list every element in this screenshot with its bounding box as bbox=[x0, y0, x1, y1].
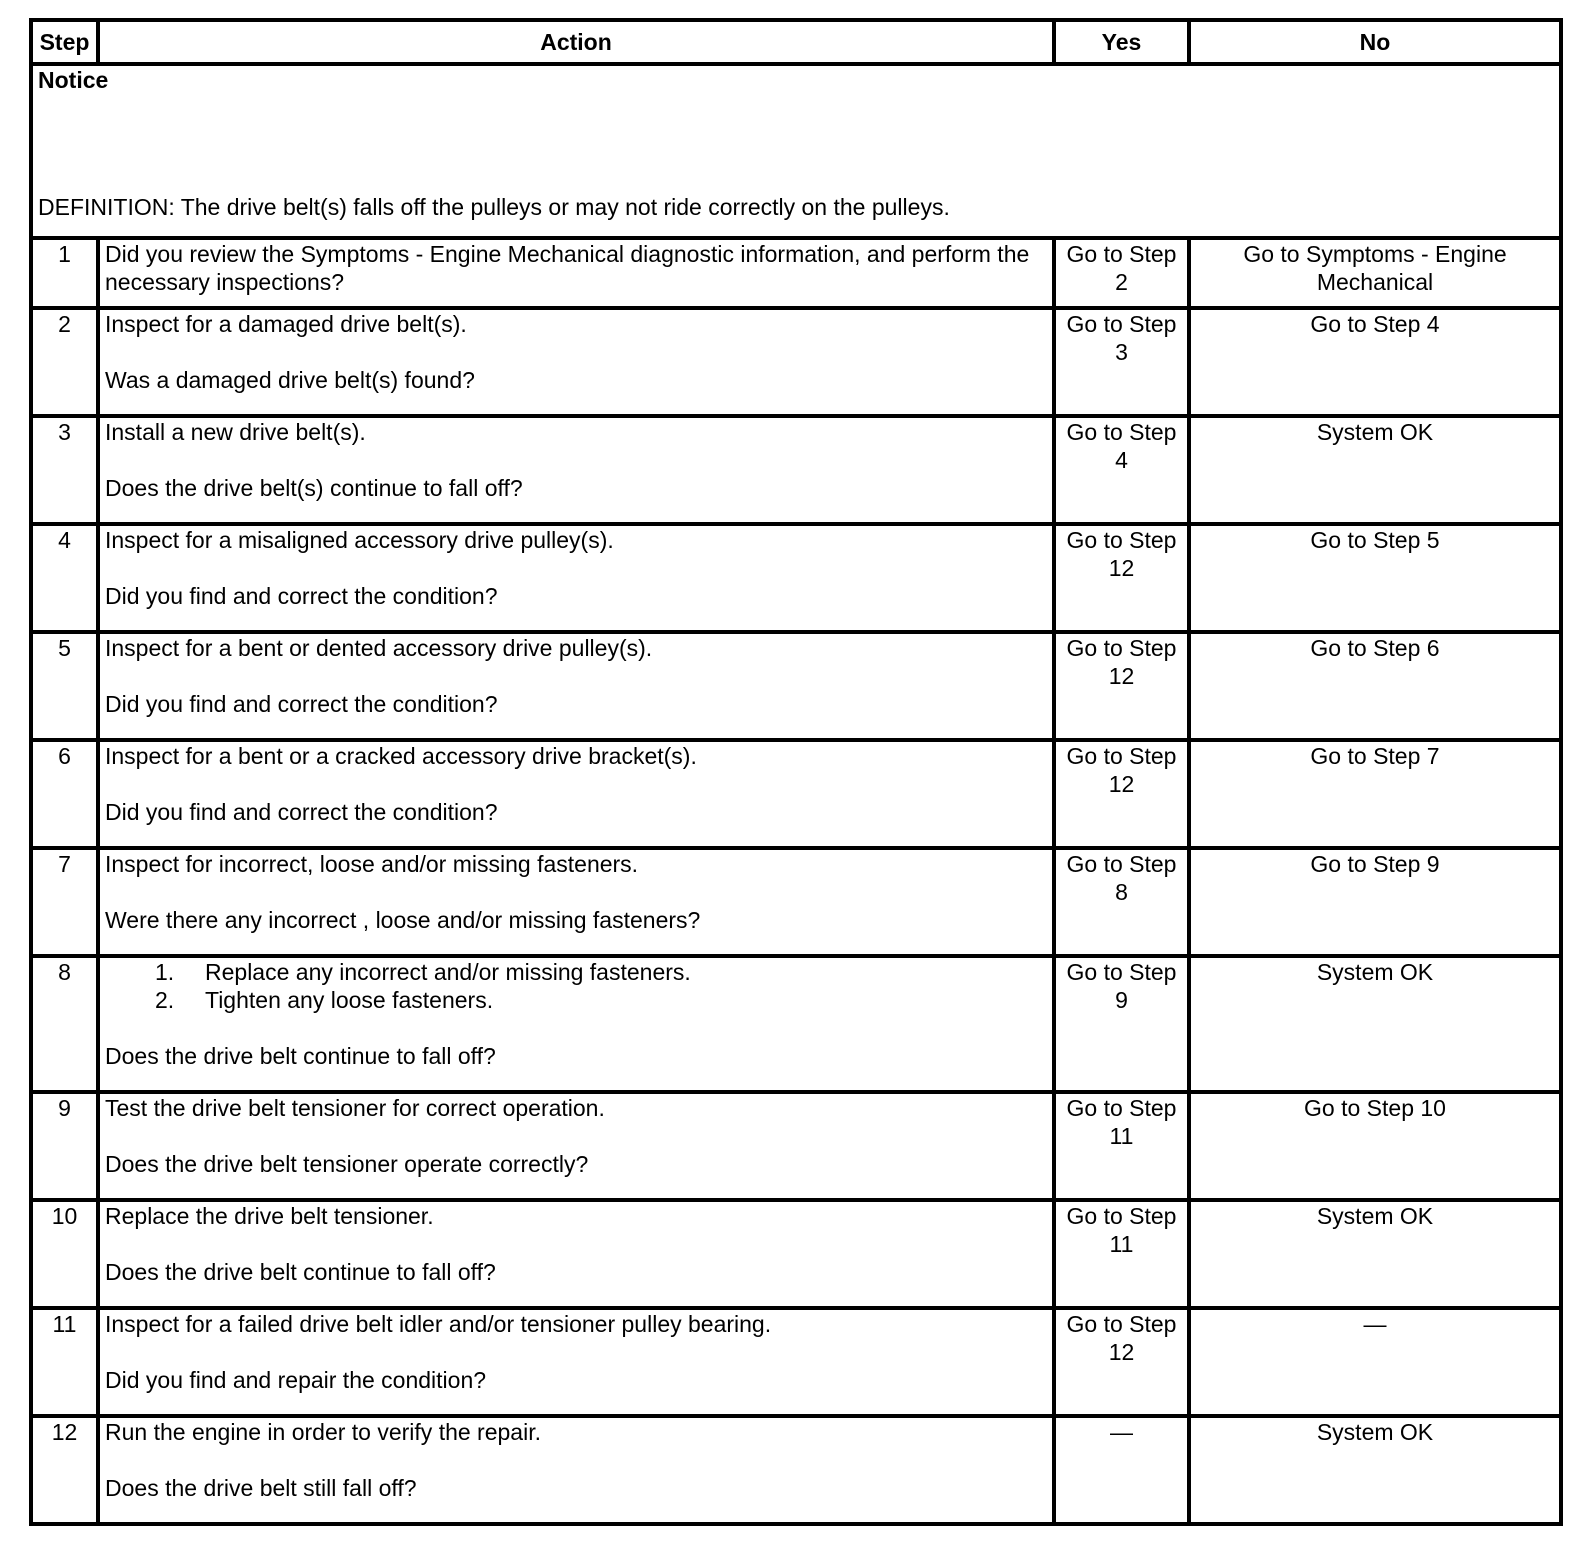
action-instruction: Run the engine in order to verify the repair. bbox=[105, 1419, 541, 1445]
no-text: Go to Step 5 bbox=[1310, 527, 1440, 553]
action-cell bbox=[98, 238, 1054, 308]
substep-text: Replace any incorrect and/or missing fasteners. bbox=[205, 959, 691, 985]
table-row bbox=[31, 1416, 1561, 1524]
no-cell bbox=[1189, 740, 1561, 848]
substep-text: Tighten any loose fasteners. bbox=[205, 987, 494, 1013]
action-question: Did you find and correct the condition? bbox=[105, 691, 498, 717]
yes-cell bbox=[1054, 632, 1189, 740]
yes-text: Go to Step bbox=[1066, 1095, 1177, 1121]
substep-number: 2. bbox=[155, 987, 175, 1013]
action-instruction: Inspect for a failed drive belt idler and/or tensioner pulley bearing. bbox=[105, 1311, 772, 1337]
action-question: Does the drive belt still fall off? bbox=[105, 1475, 417, 1501]
step-number: 3 bbox=[31, 416, 98, 524]
action-cell bbox=[98, 524, 1054, 632]
yes-text: Go to Step bbox=[1066, 851, 1177, 877]
table-row bbox=[31, 416, 1561, 524]
action-question: Were there any incorrect , loose and/or missing fasteners? bbox=[105, 907, 701, 933]
no-text: Go to Step 9 bbox=[1310, 851, 1440, 877]
action-cell bbox=[98, 1200, 1054, 1308]
action-question: Did you find and correct the condition? bbox=[105, 583, 498, 609]
action-instruction: Inspect for a bent or a cracked accessory drive bracket(s). bbox=[105, 743, 697, 769]
no-text: System OK bbox=[1316, 1203, 1434, 1229]
action-instruction: Inspect for a damaged drive belt(s). bbox=[105, 311, 467, 337]
yes-cell bbox=[1054, 416, 1189, 524]
yes-cell bbox=[1054, 524, 1189, 632]
header-row bbox=[31, 20, 1561, 64]
no-text: System OK bbox=[1316, 419, 1434, 445]
yes-cell bbox=[1054, 1416, 1189, 1524]
yes-step: 12 bbox=[1108, 663, 1135, 689]
step-number: 4 bbox=[31, 524, 98, 632]
action-instruction: Install a new drive belt(s). bbox=[105, 419, 366, 445]
header-yes: Yes bbox=[1054, 20, 1189, 64]
yes-cell bbox=[1054, 308, 1189, 416]
no-cell bbox=[1189, 956, 1561, 1092]
step-number: 8 bbox=[31, 956, 98, 1092]
action-cell bbox=[98, 416, 1054, 524]
no-text: Go to Step 10 bbox=[1304, 1095, 1446, 1121]
substep-item bbox=[155, 958, 1047, 986]
diagnostic-table bbox=[29, 18, 1563, 1526]
action-cell bbox=[98, 1308, 1054, 1416]
table-row bbox=[31, 1308, 1561, 1416]
yes-cell bbox=[1054, 1200, 1189, 1308]
table-row bbox=[31, 740, 1561, 848]
no-text: Go to Step 7 bbox=[1310, 743, 1440, 769]
notice-cell bbox=[31, 64, 1561, 238]
no-cell bbox=[1189, 416, 1561, 524]
action-question: Does the drive belt continue to fall off? bbox=[105, 1259, 496, 1285]
yes-step: 9 bbox=[1115, 987, 1128, 1013]
no-cell bbox=[1189, 1416, 1561, 1524]
table-row bbox=[31, 632, 1561, 740]
yes-text: — bbox=[1110, 1419, 1133, 1445]
substep-number: 1. bbox=[155, 959, 175, 985]
step-number: 2 bbox=[31, 308, 98, 416]
no-cell bbox=[1189, 848, 1561, 956]
yes-step: 11 bbox=[1109, 1231, 1134, 1257]
no-text-2: Mechanical bbox=[1316, 269, 1434, 295]
yes-text: Go to Step bbox=[1066, 311, 1177, 337]
no-text: System OK bbox=[1316, 959, 1434, 985]
action-question: Did you find and correct the condition? bbox=[105, 799, 498, 825]
yes-cell bbox=[1054, 848, 1189, 956]
action-question: Does the drive belt(s) continue to fall off? bbox=[105, 475, 523, 501]
action-question: Was a damaged drive belt(s) found? bbox=[105, 367, 475, 393]
no-text: Go to Step 4 bbox=[1310, 311, 1440, 337]
action-cell bbox=[98, 1416, 1054, 1524]
no-cell bbox=[1189, 524, 1561, 632]
no-cell bbox=[1189, 308, 1561, 416]
no-cell bbox=[1189, 238, 1561, 308]
yes-text: Go to Step bbox=[1066, 527, 1177, 553]
notice-row bbox=[31, 64, 1561, 238]
action-cell bbox=[98, 1092, 1054, 1200]
action-cell bbox=[98, 740, 1054, 848]
yes-step: 12 bbox=[1108, 771, 1135, 797]
yes-step: 12 bbox=[1108, 1339, 1135, 1365]
action-question: Did you find and repair the condition? bbox=[105, 1367, 487, 1393]
yes-text: Go to Step bbox=[1066, 241, 1177, 267]
no-text: Go to Symptoms - Engine bbox=[1243, 241, 1507, 267]
yes-text: Go to Step bbox=[1066, 419, 1177, 445]
yes-step: 2 bbox=[1115, 269, 1128, 295]
action-instruction: Inspect for a bent or dented accessory drive pulley(s). bbox=[105, 635, 653, 661]
action-instruction: Inspect for a misaligned accessory drive pulley(s). bbox=[105, 527, 614, 553]
action-cell bbox=[98, 848, 1054, 956]
step-number: 6 bbox=[31, 740, 98, 848]
header-action: Action bbox=[98, 20, 1054, 64]
no-cell bbox=[1189, 1092, 1561, 1200]
yes-cell bbox=[1054, 740, 1189, 848]
table-row bbox=[31, 1200, 1561, 1308]
step-number: 1 bbox=[31, 238, 98, 308]
yes-cell bbox=[1054, 956, 1189, 1092]
table-row bbox=[31, 308, 1561, 416]
step-number: 5 bbox=[31, 632, 98, 740]
action-question: Does the drive belt continue to fall off? bbox=[105, 1043, 496, 1069]
no-text: Go to Step 6 bbox=[1310, 635, 1440, 661]
action-instruction: Test the drive belt tensioner for correct operation. bbox=[105, 1095, 605, 1121]
yes-step: 4 bbox=[1115, 447, 1128, 473]
yes-step: 11 bbox=[1109, 1123, 1134, 1149]
step-number: 12 bbox=[31, 1416, 98, 1524]
yes-text: Go to Step bbox=[1066, 1311, 1177, 1337]
action-instruction: Replace the drive belt tensioner. bbox=[105, 1203, 434, 1229]
action-cell bbox=[98, 956, 1054, 1092]
table-row bbox=[31, 956, 1561, 1092]
yes-cell bbox=[1054, 1092, 1189, 1200]
action-question: Does the drive belt tensioner operate correctly? bbox=[105, 1151, 589, 1177]
yes-step: 12 bbox=[1108, 555, 1135, 581]
step-number: 11 bbox=[31, 1308, 98, 1416]
table-row bbox=[31, 1092, 1561, 1200]
no-text: — bbox=[1363, 1311, 1387, 1337]
header-step: Step bbox=[31, 20, 98, 64]
yes-text: Go to Step bbox=[1066, 743, 1177, 769]
yes-step: 3 bbox=[1115, 339, 1128, 365]
step-number: 9 bbox=[31, 1092, 98, 1200]
no-cell bbox=[1189, 1200, 1561, 1308]
table-row bbox=[31, 238, 1561, 308]
no-cell bbox=[1189, 632, 1561, 740]
yes-text: Go to Step bbox=[1066, 1203, 1177, 1229]
action-text: Did you review the Symptoms - Engine Mechanical diagnostic information, and perform the necessary inspections? bbox=[105, 241, 1030, 295]
no-text: System OK bbox=[1316, 1419, 1434, 1445]
notice-title: Notice bbox=[38, 67, 109, 93]
yes-text: Go to Step bbox=[1066, 959, 1177, 985]
yes-step: 8 bbox=[1115, 879, 1128, 905]
yes-cell bbox=[1054, 238, 1189, 308]
no-cell bbox=[1189, 1308, 1561, 1416]
action-instruction: Inspect for incorrect, loose and/or missing fasteners. bbox=[105, 851, 639, 877]
substep-item bbox=[155, 986, 1047, 1014]
yes-cell bbox=[1054, 1308, 1189, 1416]
action-cell bbox=[98, 632, 1054, 740]
table-row bbox=[31, 848, 1561, 956]
header-no: No bbox=[1189, 20, 1561, 64]
step-number: 7 bbox=[31, 848, 98, 956]
definition-text: DEFINITION: The drive belt(s) falls off the pulleys or may not ride correctly on the pulleys. bbox=[38, 194, 950, 220]
substep-list bbox=[105, 958, 1047, 1014]
table-row bbox=[31, 524, 1561, 632]
action-cell bbox=[98, 308, 1054, 416]
step-number: 10 bbox=[31, 1200, 98, 1308]
yes-text: Go to Step bbox=[1066, 635, 1177, 661]
